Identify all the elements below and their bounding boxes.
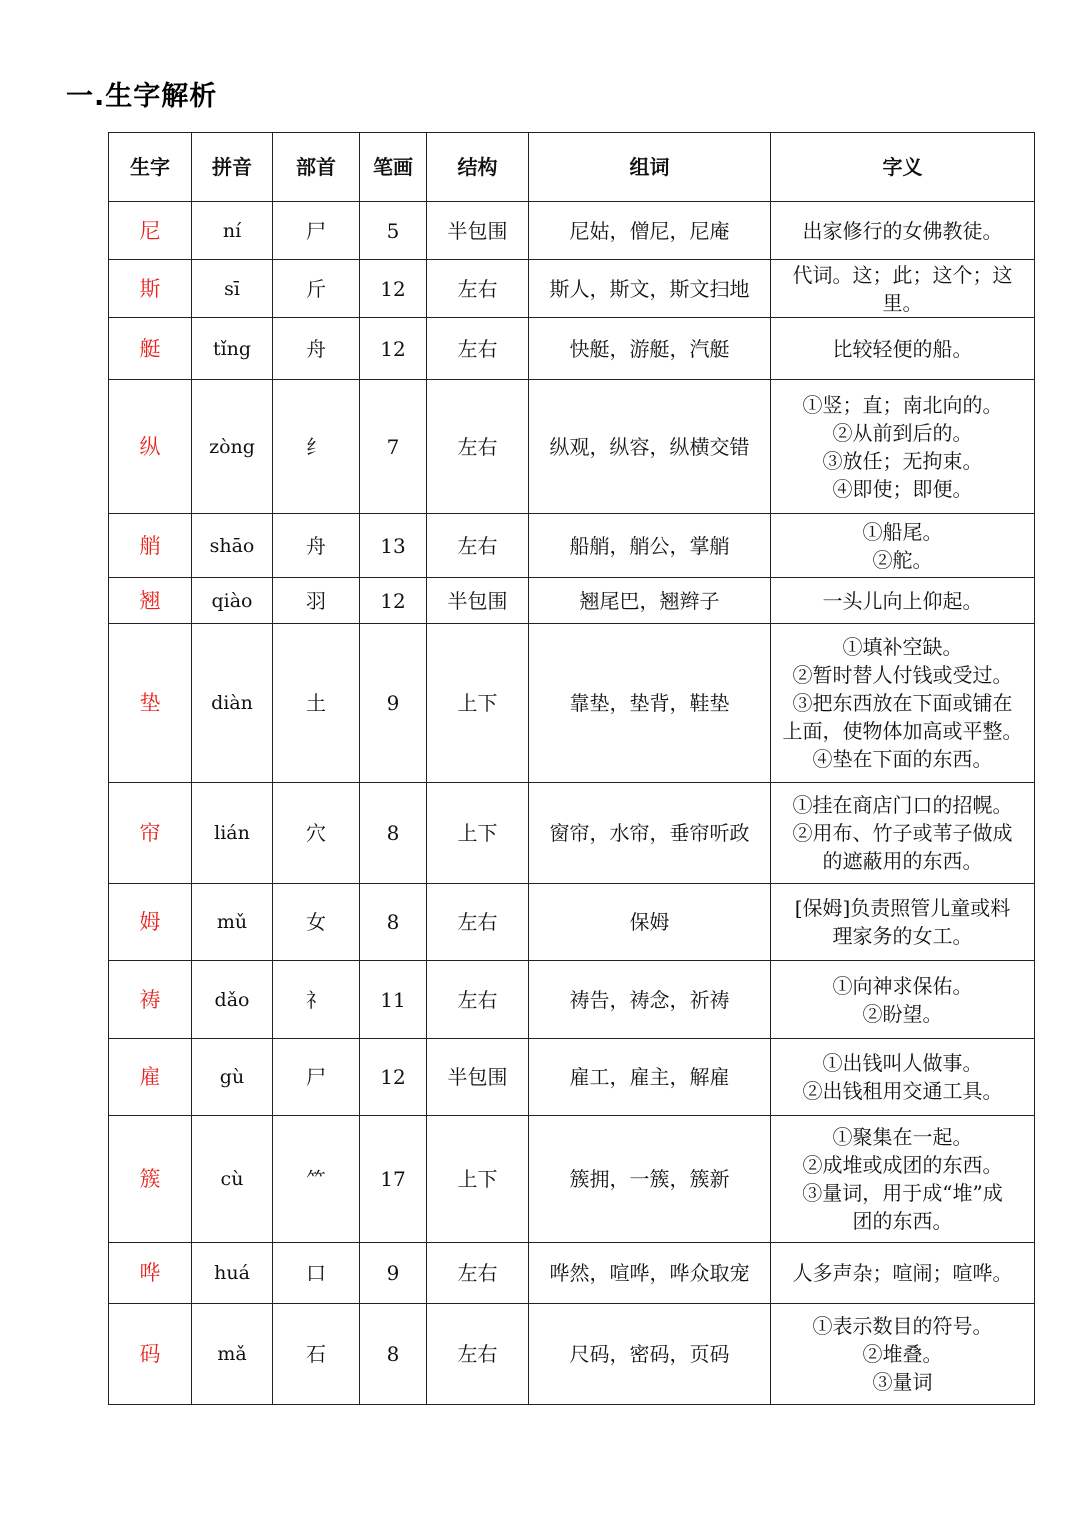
meaning-line: ③把东西放在下面或铺在 xyxy=(792,691,1013,715)
cell-structure: 半包围 xyxy=(427,202,529,260)
cell-radical: 石 xyxy=(273,1304,360,1405)
meaning-line: ①填补空缺。 xyxy=(842,635,963,659)
table-row xyxy=(109,1039,1035,1116)
header-strokes: 笔画 xyxy=(360,133,427,202)
meaning-line: ②从前到后的。 xyxy=(832,420,973,445)
header-radical: 部首 xyxy=(273,133,360,202)
cell-character: 纵 xyxy=(109,380,192,514)
cell-character: 姆 xyxy=(109,884,192,961)
meaning-line: ②盼望。 xyxy=(862,1001,943,1026)
meaning-line: 比较轻便的船。 xyxy=(832,336,973,361)
cell-structure: 半包围 xyxy=(427,578,529,624)
cell-pinyin: huá xyxy=(192,1243,273,1304)
table-header-row xyxy=(109,133,1035,202)
cell-radical: 穴 xyxy=(273,783,360,884)
cell-structure: 左右 xyxy=(427,260,529,318)
cell-strokes: 13 xyxy=(360,514,427,578)
cell-character: 艇 xyxy=(109,318,192,380)
meaning-line: ①挂在商店门口的招幌。 xyxy=(792,793,1013,817)
cell-radical: 纟 xyxy=(273,380,360,514)
table-row xyxy=(109,624,1035,783)
cell-radical: 尸 xyxy=(273,202,360,260)
cell-pinyin: qiào xyxy=(192,578,273,624)
cell-meaning xyxy=(771,1243,1035,1304)
cell-meaning xyxy=(771,514,1035,578)
cell-strokes: 17 xyxy=(360,1116,427,1243)
cell-meaning xyxy=(771,202,1035,260)
cell-structure: 上下 xyxy=(427,783,529,884)
cell-words: 尼姑，僧尼，尼庵 xyxy=(529,202,771,260)
cell-meaning xyxy=(771,783,1035,884)
cell-character: 垫 xyxy=(109,624,192,783)
header-structure: 结构 xyxy=(427,133,529,202)
header-words: 组词 xyxy=(529,133,771,202)
meaning-line: 代词。这；此；这个；这 xyxy=(792,262,1013,287)
cell-character: 祷 xyxy=(109,961,192,1039)
table-row xyxy=(109,380,1035,514)
cell-character: 翘 xyxy=(109,578,192,624)
header-character: 生字 xyxy=(109,133,192,202)
cell-words: 簇拥，一簇，簇新 xyxy=(529,1116,771,1243)
cell-character: 斯 xyxy=(109,260,192,318)
meaning-line: ②堆叠。 xyxy=(862,1342,943,1366)
meaning-line: ①出钱叫人做事。 xyxy=(822,1051,983,1075)
cell-strokes: 9 xyxy=(360,624,427,783)
cell-character: 簇 xyxy=(109,1116,192,1243)
cell-radical: 礻 xyxy=(273,961,360,1039)
meaning-line: ③量词 xyxy=(872,1370,933,1394)
cell-words: 雇工，雇主，解雇 xyxy=(529,1039,771,1116)
meaning-line: ②暂时替人付钱或受过。 xyxy=(792,663,1013,687)
cell-pinyin: tǐng xyxy=(192,318,273,380)
cell-structure: 左右 xyxy=(427,1304,529,1405)
meaning-line: ①竖；直；南北向的。 xyxy=(802,392,1003,417)
cell-words: 尺码，密码，页码 xyxy=(529,1304,771,1405)
cell-meaning xyxy=(771,624,1035,783)
cell-words: 船艄，艄公，掌艄 xyxy=(529,514,771,578)
cell-meaning xyxy=(771,961,1035,1039)
table-row xyxy=(109,961,1035,1039)
cell-pinyin: mǔ xyxy=(192,884,273,961)
cell-radical: 斤 xyxy=(273,260,360,318)
cell-meaning xyxy=(771,1116,1035,1243)
cell-strokes: 8 xyxy=(360,783,427,884)
meaning-line: ④即使；即便。 xyxy=(832,476,973,501)
cell-meaning xyxy=(771,578,1035,624)
cell-structure: 左右 xyxy=(427,380,529,514)
cell-words: 靠垫，垫背，鞋垫 xyxy=(529,624,771,783)
cell-strokes: 12 xyxy=(360,318,427,380)
meaning-line: ②成堆或成团的东西。 xyxy=(802,1153,1003,1177)
cell-radical: 土 xyxy=(273,624,360,783)
cell-radical: ⺮ xyxy=(273,1116,360,1243)
cell-pinyin: diàn xyxy=(192,624,273,783)
cell-structure: 左右 xyxy=(427,514,529,578)
cell-radical: 尸 xyxy=(273,1039,360,1116)
character-table xyxy=(108,132,1035,1405)
table-row xyxy=(109,318,1035,380)
cell-strokes: 12 xyxy=(360,578,427,624)
cell-radical: 舟 xyxy=(273,514,360,578)
table-row xyxy=(109,578,1035,624)
cell-pinyin: gù xyxy=(192,1039,273,1116)
cell-radical: 口 xyxy=(273,1243,360,1304)
cell-pinyin: sī xyxy=(192,260,273,318)
cell-meaning xyxy=(771,1304,1035,1405)
meaning-line: ①表示数目的符号。 xyxy=(812,1314,993,1338)
meaning-line: 上面，使物体加高或平整。 xyxy=(782,719,1023,743)
cell-character: 尼 xyxy=(109,202,192,260)
cell-words: 斯人，斯文，斯文扫地 xyxy=(529,260,771,318)
meaning-line: ③放任；无拘束。 xyxy=(822,448,983,473)
cell-words: 翘尾巴，翘辫子 xyxy=(529,578,771,624)
cell-strokes: 11 xyxy=(360,961,427,1039)
meaning-line: 团的东西。 xyxy=(852,1209,953,1233)
table-row xyxy=(109,1243,1035,1304)
cell-words: 窗帘，水帘，垂帘听政 xyxy=(529,783,771,884)
cell-character: 雇 xyxy=(109,1039,192,1116)
cell-meaning xyxy=(771,318,1035,380)
cell-structure: 左右 xyxy=(427,1243,529,1304)
cell-pinyin: shāo xyxy=(192,514,273,578)
cell-words: 纵观，纵容，纵横交错 xyxy=(529,380,771,514)
table-row xyxy=(109,1304,1035,1405)
meaning-line: ①船尾。 xyxy=(862,519,943,544)
cell-structure: 半包围 xyxy=(427,1039,529,1116)
cell-meaning xyxy=(771,884,1035,961)
meaning-line: ③量词，用于成“堆”成 xyxy=(802,1181,1003,1205)
table-row xyxy=(109,260,1035,318)
cell-radical: 羽 xyxy=(273,578,360,624)
cell-words: 哗然，喧哗，哗众取宠 xyxy=(529,1243,771,1304)
cell-character: 哗 xyxy=(109,1243,192,1304)
cell-character: 帘 xyxy=(109,783,192,884)
cell-structure: 左右 xyxy=(427,884,529,961)
cell-pinyin: cù xyxy=(192,1116,273,1243)
meaning-line: 里。 xyxy=(882,290,923,315)
cell-meaning xyxy=(771,260,1035,318)
cell-pinyin: lián xyxy=(192,783,273,884)
meaning-line: ②出钱租用交通工具。 xyxy=(802,1079,1003,1103)
cell-strokes: 8 xyxy=(360,1304,427,1405)
table-row xyxy=(109,514,1035,578)
cell-pinyin: mǎ xyxy=(192,1304,273,1405)
cell-strokes: 7 xyxy=(360,380,427,514)
cell-strokes: 9 xyxy=(360,1243,427,1304)
cell-pinyin: dǎo xyxy=(192,961,273,1039)
cell-structure: 上下 xyxy=(427,1116,529,1243)
header-meaning: 字义 xyxy=(771,133,1035,202)
table-row xyxy=(109,884,1035,961)
meaning-line: [保姆]负责照管儿童或料 xyxy=(794,896,1011,920)
cell-pinyin: ní xyxy=(192,202,273,260)
section-heading: 一.生字解析 xyxy=(66,81,218,112)
cell-radical: 舟 xyxy=(273,318,360,380)
table-row xyxy=(109,202,1035,260)
cell-structure: 左右 xyxy=(427,318,529,380)
cell-meaning xyxy=(771,380,1035,514)
meaning-line: ①向神求保佑。 xyxy=(832,973,973,998)
meaning-line: 的遮蔽用的东西。 xyxy=(822,849,983,873)
meaning-line: 一头儿向上仰起。 xyxy=(822,588,983,613)
cell-strokes: 5 xyxy=(360,202,427,260)
cell-words: 祷告，祷念，祈祷 xyxy=(529,961,771,1039)
cell-structure: 上下 xyxy=(427,624,529,783)
meaning-line: 出家修行的女佛教徒。 xyxy=(802,218,1003,243)
meaning-line: 人多声杂；喧闹；喧哗。 xyxy=(792,1261,1013,1285)
cell-meaning xyxy=(771,1039,1035,1116)
cell-pinyin: zòng xyxy=(192,380,273,514)
meaning-line: ②用布、竹子或苇子做成 xyxy=(792,821,1013,845)
cell-strokes: 12 xyxy=(360,1039,427,1116)
cell-words: 快艇，游艇，汽艇 xyxy=(529,318,771,380)
cell-radical: 女 xyxy=(273,884,360,961)
table-row xyxy=(109,1116,1035,1243)
cell-character: 码 xyxy=(109,1304,192,1405)
cell-strokes: 8 xyxy=(360,884,427,961)
meaning-line: ④垫在下面的东西。 xyxy=(812,747,993,771)
meaning-line: 理家务的女工。 xyxy=(832,924,973,948)
meaning-line: ②舵。 xyxy=(872,547,933,572)
cell-words: 保姆 xyxy=(529,884,771,961)
cell-character: 艄 xyxy=(109,514,192,578)
cell-structure: 左右 xyxy=(427,961,529,1039)
header-pinyin: 拼音 xyxy=(192,133,273,202)
meaning-line: ①聚集在一起。 xyxy=(832,1125,973,1149)
table-row xyxy=(109,783,1035,884)
cell-strokes: 12 xyxy=(360,260,427,318)
